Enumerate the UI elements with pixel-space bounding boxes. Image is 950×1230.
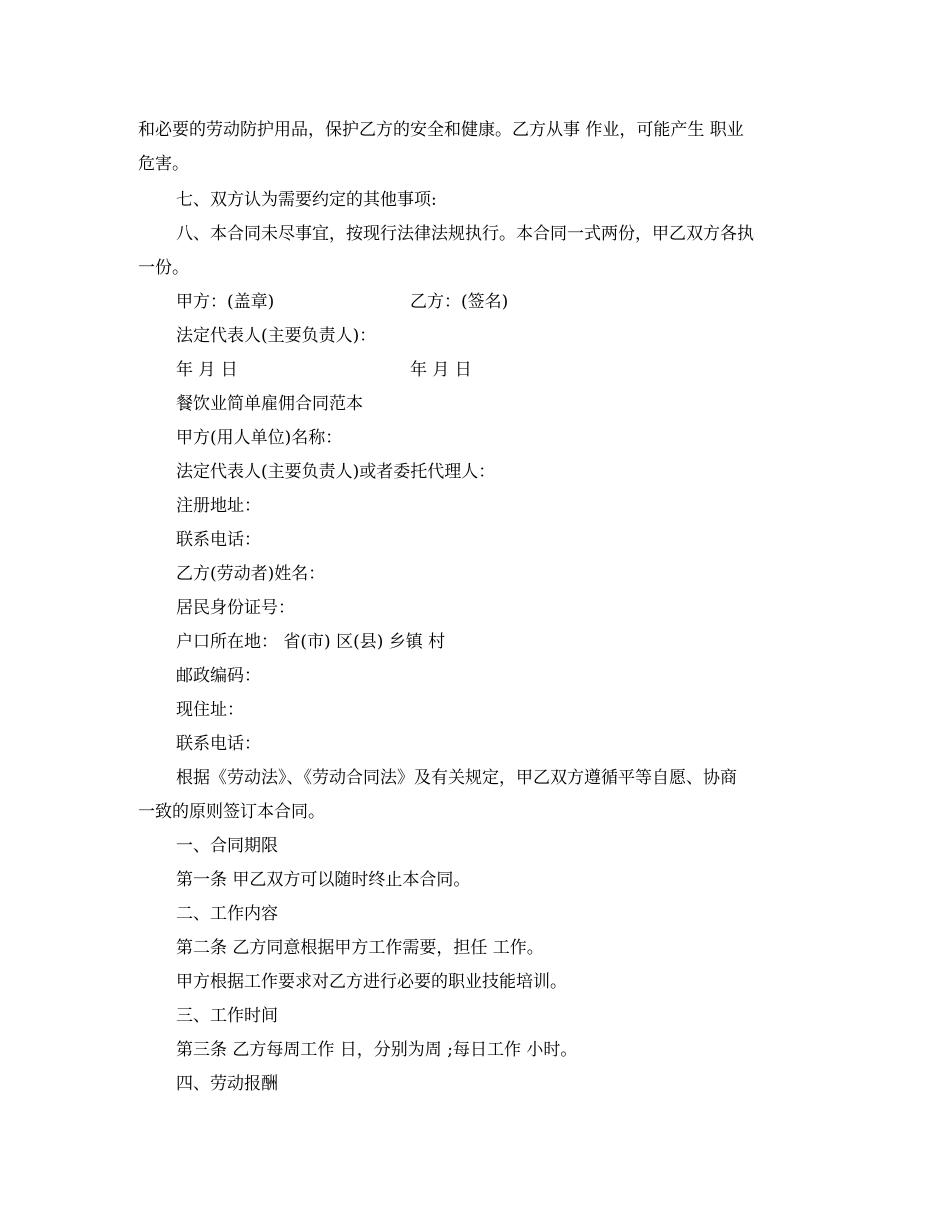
text-line: 注册地址： — [176, 496, 261, 516]
party-b-date: 年 月 日 — [410, 360, 472, 380]
text-line: 邮政编码： — [176, 666, 261, 686]
text-line: 一致的原则签订本合同。 — [138, 802, 325, 822]
signature-line — [176, 290, 509, 314]
text-line: 居民身份证号： — [176, 598, 295, 618]
section-heading: 七、双方认为需要约定的其他事项: — [176, 190, 437, 210]
text-line: 和必要的劳动防护用品，保护乙方的安全和健康。乙方从事 作业，可能产生 职业 — [138, 120, 744, 140]
text-line: 乙方(劳动者)姓名： — [176, 564, 326, 584]
text-line: 联系电话： — [176, 530, 261, 550]
section-heading: 四、劳动报酬 — [176, 1074, 278, 1094]
section-heading: 一、合同期限 — [176, 836, 278, 856]
text-line: 第一条 甲乙双方可以随时终止本合同。 — [176, 870, 471, 890]
contract-title: 餐饮业简单雇佣合同范本 — [176, 394, 363, 414]
text-line: 危害。 — [138, 154, 189, 174]
party-b-signature: 乙方：(签名) — [410, 292, 509, 312]
text-line: 第二条 乙方同意根据甲方工作需要，担任 工作。 — [176, 938, 544, 958]
text-line: 八、本合同未尽事宜，按现行法律法规执行。本合同一式两份，甲乙双方各执 — [176, 224, 754, 244]
text-line: 甲方(用人单位)名称： — [176, 428, 343, 448]
text-line: 第三条 乙方每周工作 日，分别为周 ;每日工作 小时。 — [176, 1040, 578, 1060]
text-line: 根据《劳动法》、《劳动合同法》及有关规定，甲乙双方遵循平等自愿、协商 — [176, 768, 737, 788]
legal-representative: 法定代表人(主要负责人)： — [176, 326, 377, 346]
party-a-seal: 甲方：(盖章) — [176, 292, 275, 312]
text-line: 户口所在地： 省(市) 区(县) 乡镇 村 — [176, 632, 446, 652]
text-line: 甲方根据工作要求对乙方进行必要的职业技能培训。 — [176, 972, 567, 992]
date-line — [176, 358, 472, 382]
section-heading: 三、工作时间 — [176, 1006, 278, 1026]
party-a-date: 年 月 日 — [176, 360, 238, 380]
text-line: 一份。 — [138, 258, 189, 278]
section-heading: 二、工作内容 — [176, 904, 278, 924]
text-line: 法定代表人(主要负责人)或者委托代理人： — [176, 462, 496, 482]
text-line: 联系电话： — [176, 734, 261, 754]
text-line: 现住址： — [176, 700, 244, 720]
